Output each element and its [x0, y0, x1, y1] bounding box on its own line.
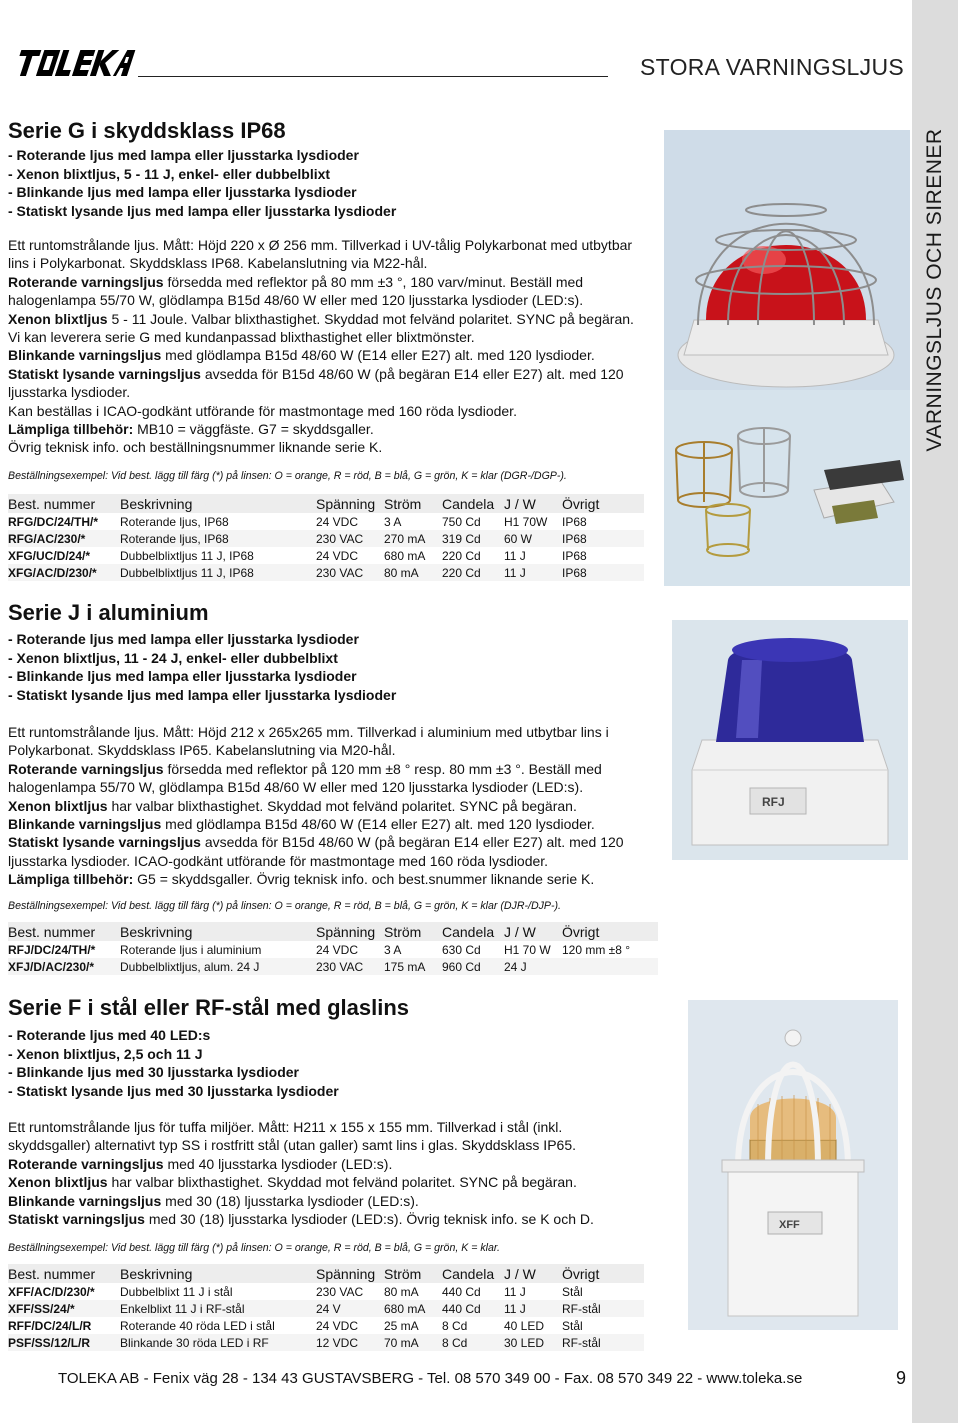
col-header: Candela — [442, 494, 504, 513]
col-header: Övrigt — [562, 1264, 644, 1283]
bullet: - Blinkande ljus med lampa eller ljusstarka lysdioder — [8, 668, 357, 685]
col-header: Candela — [442, 1264, 504, 1283]
col-header: Beskrivning — [120, 494, 316, 513]
paragraph: Blinkande varningsljus med 30 (18) ljusstarka lysdioder (LED:s). — [8, 1192, 419, 1209]
bullet: - Blinkande ljus med 30 ljusstarka lysdioder — [8, 1064, 299, 1081]
paragraph: Statiskt varningsljus med 30 (18) ljusstarka lysdioder (LED:s). Övrig teknisk info. se K och D. — [8, 1211, 594, 1228]
section-j-description — [8, 723, 648, 889]
col-header: Övrigt — [562, 922, 658, 941]
paragraph: Blinkande varningsljus med glödlampa B15d 48/60 W (E14 eller E27) alt. med 120 lysdioder. — [8, 816, 595, 833]
page-title: STORA VARNINGSLJUS — [640, 54, 905, 80]
table-row: RFF/DC/24/L/R Roterande 40 röda LED i stål 24 VDC 25 mA 8 Cd 40 LED Stål — [8, 1318, 583, 1333]
section-f-heading: Serie F i stål eller RF-stål med glaslins — [8, 995, 410, 1020]
table-row: XFG/UC/D/24/* Dubbelblixtljus 11 J, IP68 24 VDC 680 mA 220 Cd 11 J IP68 — [8, 548, 587, 563]
col-header: Ström — [384, 1264, 442, 1283]
paragraph: Xenon blixtljus har valbar blixthastighet. Skyddad mot felvänd polaritet. SYNC på begäran. — [8, 797, 577, 814]
table-header-row — [8, 922, 658, 941]
table-header-row — [8, 1264, 644, 1283]
table-row: XFG/AC/D/230/* Dubbelblixtljus 11 J, IP68 230 VAC 80 mA 220 Cd 11 J IP68 — [8, 564, 644, 581]
col-header: J / W — [504, 922, 562, 941]
section-g-bullets — [8, 146, 396, 220]
col-header: Beskrivning — [120, 1264, 316, 1283]
paragraph: Lämpliga tillbehör: MB10 = väggfäste. G7 = skyddsgaller. — [8, 421, 374, 438]
table-row: RFG/DC/24/TH/* Roterande ljus, IP68 24 VDC 3 A 750 Cd H1 70W IP68 — [8, 514, 587, 529]
paragraph: Kan beställas i ICAO-godkänt utförande för mastmontage med 160 röda lysdioder. — [8, 402, 517, 419]
order-example: Beställningsexempel: Vid best. lägg till färg (*) på linsen: O = orange, R = röd, B = blå, G = grön, K = klar (DJR-/DJP-). — [8, 900, 561, 912]
section-j-bullets — [8, 630, 396, 704]
table-row: XFF/AC/D/230/* Dubbelblixt 11 J i stål 230 VAC 80 mA 440 Cd 11 J Stål — [8, 1284, 583, 1299]
col-header: J / W — [504, 1264, 562, 1283]
col-header: J / W — [504, 494, 562, 513]
paragraph: Lämpliga tillbehör: G5 = skyddsgaller. Övrig teknisk info. och best.snummer liknande serie K. — [8, 871, 595, 888]
col-header: Ström — [384, 494, 442, 513]
product-photo-f — [688, 1000, 898, 1330]
paragraph: Roterande varningsljus försedda med reflektor på 120 mm ±8 ° resp. 80 mm ±3 °. Beställ med halogenlampa 55/70 W, glödlampa B15d 48/60 W eller med 120 ljusstarka lysdioder (LED:s). — [8, 760, 602, 796]
bullet: - Statiskt lysande ljus med lampa eller ljusstarka lysdioder — [8, 202, 397, 219]
col-header: Candela — [442, 922, 504, 941]
side-tab — [912, 0, 958, 1423]
section-g-description — [8, 236, 648, 457]
spec-table-j — [8, 922, 658, 975]
header-rule — [138, 76, 608, 77]
footer-address: TOLEKA AB - Fenix väg 28 - 134 43 GUSTAVSBERG - Tel. 08 570 349 00 - Fax. 08 570 349 22 - www.toleka.se — [58, 1370, 803, 1387]
paragraph: Statiskt lysande varningsljus avsedda för B15d 48/60 W (på begäran E14 eller E27) alt. med 120 ljusstarka lysdioder. ICAO-godkänt utförande för mastmontage med 160 röda lysdioder. — [8, 834, 624, 869]
paragraph: Xenon blixtljus 5 - 11 Joule. Valbar blixthastighet. Skyddad mot felvänd polaritet. SYNC på begäran. Vi kan leverera serie G med kundanpassad blixthastighet eller blixtmönster. — [8, 310, 634, 346]
table-row: RFG/AC/230/* Roterande ljus, IP68 230 VAC 270 mA 319 Cd 60 W IP68 — [8, 530, 644, 547]
page-number: 9 — [896, 1368, 907, 1388]
paragraph: Ett runtomstrålande ljus. Mått: Höjd 220 x Ø 256 mm. Tillverkad i UV-tålig Polykarbonat med utbytbar lins i Polykarbonat. Skyddsklass IP68. Kabelanslutning via M22-hål. — [8, 237, 633, 272]
product-photo-j — [672, 620, 908, 860]
section-j-heading: Serie J i aluminium — [8, 600, 209, 625]
bullet: - Roterande ljus med 40 LED:s — [8, 1027, 211, 1043]
order-example: Beställningsexempel: Vid best. lägg till färg (*) på linsen: O = orange, R = röd, B = blå, G = grön, K = klar (DGR-/DGP-). — [8, 470, 567, 482]
spec-table-f — [8, 1264, 644, 1351]
section-f-description — [8, 1118, 648, 1228]
paragraph: Blinkande varningsljus med glödlampa B15d 48/60 W (E14 eller E27) alt. med 120 lysdioder. — [8, 347, 595, 364]
bullet: - Roterande ljus med lampa eller ljusstarka lysdioder — [8, 147, 359, 163]
table-header-row — [8, 494, 644, 513]
paragraph: Ett runtomstrålande ljus för tuffa miljöer. Mått: H211 x 155 x 155 mm. Tillverkad i stål (inkl. skyddsgaller) alternativt typ SS i rostfritt stål (utan galler) samt lins i glas. Skyddsklass IP65. — [8, 1119, 576, 1154]
col-header: Spänning — [316, 1264, 384, 1283]
col-header: Best. nummer — [8, 494, 120, 513]
col-header: Best. nummer — [8, 922, 120, 941]
col-header: Best. nummer — [8, 1264, 120, 1283]
section-f-bullets — [8, 1026, 339, 1100]
paragraph: Övrig teknisk info. och beställningsnummer liknande serie K. — [8, 439, 383, 456]
table-row: RFJ/DC/24/TH/* Roterande ljus i aluminium 24 VDC 3 A 630 Cd H1 70 W 120 mm ±8 ° — [8, 942, 631, 957]
table-row: XFF/SS/24/* Enkelblixt 11 J i RF-stål 24 V 680 mA 440 Cd 11 J RF-stål — [8, 1300, 644, 1317]
paragraph: Xenon blixtljus har valbar blixthastighet. Skyddad mot felvänd polaritet. SYNC på begäran. — [8, 1174, 577, 1191]
photo-label: RFJ — [762, 795, 785, 809]
bullet: - Statiskt lysande ljus med 30 ljusstarka lysdioder — [8, 1082, 339, 1099]
side-tab-label: VARNINGSLJUS OCH SIRENER — [923, 128, 946, 452]
section-g-heading: Serie G i skyddsklass IP68 — [8, 118, 286, 143]
bullet: - Xenon blixtljus, 11 - 24 J, enkel- eller dubbelblixt — [8, 649, 338, 666]
paragraph: Roterande varningsljus försedda med reflektor på 80 mm ±3 °, 180 varv/minut. Beställ med halogenlampa 55/70 W, glödlampa B15d 48/60 W eller med 120 ljusstarka lysdioder (LED:s). — [8, 273, 584, 309]
bullet: - Roterande ljus med lampa eller ljusstarka lysdioder — [8, 631, 359, 647]
table-row: PSF/SS/12/L/R Blinkande 30 röda LED i RF 12 VDC 70 mA 8 Cd 30 LED RF-stål — [8, 1334, 644, 1351]
bullet: - Statiskt lysande ljus med lampa eller ljusstarka lysdioder — [8, 686, 397, 703]
bullet: - Xenon blixtljus, 2,5 och 11 J — [8, 1045, 203, 1062]
product-photo-g — [664, 130, 910, 586]
bullet: - Blinkande ljus med lampa eller ljusstarka lysdioder — [8, 184, 357, 201]
toleka-logo — [14, 48, 136, 78]
paragraph: Ett runtomstrålande ljus. Mått: Höjd 212 x 265x265 mm. Tillverkad i aluminium med utbytbar lins i Polykarbonat. Skyddsklass IP65. Kabelanslutning via M20-hål. — [8, 724, 609, 759]
order-example: Beställningsexempel: Vid best. lägg till färg (*) på linsen: O = orange, R = röd, B = blå, G = grön, K = klar. — [8, 1242, 500, 1254]
col-header: Spänning — [316, 494, 384, 513]
paragraph: Statiskt lysande varningsljus avsedda för B15d 48/60 W (på begäran E14 eller E27) alt. med 120 ljusstarka lysdioder. — [8, 365, 624, 401]
col-header: Beskrivning — [120, 922, 316, 941]
paragraph: Roterande varningsljus med 40 ljusstarka lysdioder (LED:s). — [8, 1155, 393, 1172]
spec-table-g — [8, 494, 644, 581]
table-row: XFJ/D/AC/230/* Dubbelblixtljus, alum. 24 J 230 VAC 175 mA 960 Cd 24 J — [8, 958, 658, 975]
photo-label: XFF — [779, 1219, 800, 1231]
col-header: Övrigt — [562, 494, 644, 513]
col-header: Ström — [384, 922, 442, 941]
col-header: Spänning — [316, 922, 384, 941]
bullet: - Xenon blixtljus, 5 - 11 J, enkel- eller dubbelblixt — [8, 165, 331, 182]
